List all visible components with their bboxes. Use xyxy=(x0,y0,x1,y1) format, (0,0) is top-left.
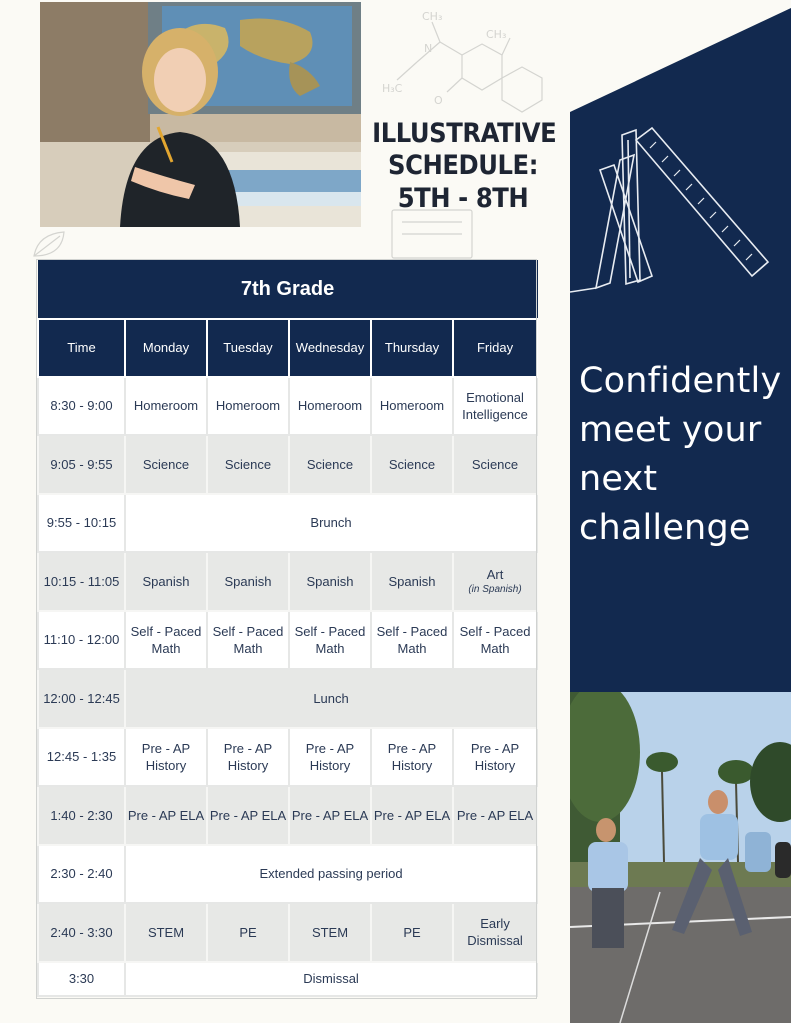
students-playing-photo xyxy=(570,692,791,1023)
table-cell: Self - Paced Math xyxy=(289,611,371,669)
time-cell: 12:00 - 12:45 xyxy=(38,669,125,728)
tagline-line-1: Confidently xyxy=(579,361,782,401)
table-cell: Self - Paced Math xyxy=(207,611,289,669)
table-cell: Pre - AP History xyxy=(207,728,289,786)
table-cell: Self - Paced Math xyxy=(453,611,537,669)
table-row xyxy=(38,669,537,728)
table-cell: Spanish xyxy=(125,552,207,611)
table-cell: STEM xyxy=(289,903,371,962)
table-row xyxy=(38,962,537,996)
time-cell: 2:30 - 2:40 xyxy=(38,845,125,903)
table-row xyxy=(38,728,537,786)
cell-note: (in Spanish) xyxy=(468,584,522,595)
header-tuesday: Tuesday xyxy=(207,319,289,377)
table-cell: Science xyxy=(453,435,537,494)
table-cell: Homeroom xyxy=(207,377,289,435)
time-cell: 8:30 - 9:00 xyxy=(38,377,125,435)
table-cell: Pre - AP ELA xyxy=(371,786,453,845)
tagline-line-4: challenge xyxy=(579,508,751,548)
table-row xyxy=(38,611,537,669)
span-cell: Dismissal xyxy=(125,962,537,996)
svg-text:CH₃: CH₃ xyxy=(422,10,443,23)
table-row xyxy=(38,435,537,494)
header-monday: Monday xyxy=(125,319,207,377)
table-cell: Spanish xyxy=(207,552,289,611)
table-cell: Science xyxy=(371,435,453,494)
page-headline xyxy=(372,118,557,215)
table-row xyxy=(38,903,537,962)
time-cell: 10:15 - 11:05 xyxy=(38,552,125,611)
time-cell: 1:40 - 2:30 xyxy=(38,786,125,845)
time-cell: 11:10 - 12:00 xyxy=(38,611,125,669)
table-row xyxy=(38,552,537,611)
table-cell: Pre - AP ELA xyxy=(289,786,371,845)
table-cell xyxy=(453,377,537,435)
table-cell: Pre - AP History xyxy=(371,728,453,786)
schedule-table xyxy=(37,260,538,997)
svg-text:N: N xyxy=(424,42,433,55)
table-cell: Pre - AP History xyxy=(289,728,371,786)
header-friday: Friday xyxy=(453,319,537,377)
table-cell: Self - Paced Math xyxy=(371,611,453,669)
time-cell: 3:30 xyxy=(38,962,125,996)
table-cell: Early Dismissal xyxy=(453,903,537,962)
time-cell: 9:05 - 9:55 xyxy=(38,435,125,494)
table-cell: Spanish xyxy=(289,552,371,611)
svg-text:O: O xyxy=(434,94,443,107)
span-cell: Extended passing period xyxy=(125,845,537,903)
table-row xyxy=(38,494,537,552)
table-cell xyxy=(453,552,537,611)
span-cell: Lunch xyxy=(125,669,537,728)
cell-text: Emotional Intelligence xyxy=(462,389,528,422)
svg-text:CH₃: CH₃ xyxy=(486,28,507,41)
table-row xyxy=(38,786,537,845)
table-row xyxy=(38,377,537,435)
tagline-line-3: next xyxy=(579,459,658,499)
header-time: Time xyxy=(38,319,125,377)
navy-side-panel xyxy=(570,0,791,692)
table-cell: Science xyxy=(207,435,289,494)
table-cell: PE xyxy=(207,903,289,962)
cell-text: Art xyxy=(486,567,504,582)
table-cell: Science xyxy=(289,435,371,494)
headline-line-3: 5TH - 8TH xyxy=(397,182,529,214)
span-cell: Brunch xyxy=(125,494,537,552)
table-cell: Pre - AP ELA xyxy=(125,786,207,845)
table-row xyxy=(38,845,537,903)
headline-line-2: SCHEDULE: xyxy=(388,150,538,182)
table-cell: Self - Paced Math xyxy=(125,611,207,669)
header-wednesday: Wednesday xyxy=(289,319,371,377)
time-cell: 2:40 - 3:30 xyxy=(38,903,125,962)
table-cell: Homeroom xyxy=(125,377,207,435)
table-cell: Homeroom xyxy=(371,377,453,435)
schedule-title: 7th Grade xyxy=(38,261,537,319)
table-cell: Spanish xyxy=(371,552,453,611)
leaf-doodle-icon xyxy=(30,228,70,260)
table-cell: Pre - AP ELA xyxy=(207,786,289,845)
table-cell: Science xyxy=(125,435,207,494)
time-cell: 12:45 - 1:35 xyxy=(38,728,125,786)
header-thursday: Thursday xyxy=(371,319,453,377)
schedule-header-row xyxy=(38,319,537,377)
headline-line-1: ILLUSTRATIVE xyxy=(372,118,557,149)
table-cell: Pre - AP History xyxy=(453,728,537,786)
table-cell: Homeroom xyxy=(289,377,371,435)
tagline-line-2: meet your xyxy=(579,410,762,450)
student-writing-photo xyxy=(40,2,361,227)
tagline xyxy=(579,357,785,553)
table-cell: Pre - AP ELA xyxy=(453,786,537,845)
table-cell: Pre - AP History xyxy=(125,728,207,786)
table-cell: STEM xyxy=(125,903,207,962)
time-cell: 9:55 - 10:15 xyxy=(38,494,125,552)
table-cell: PE xyxy=(371,903,453,962)
svg-text:H₃C: H₃C xyxy=(382,82,403,95)
